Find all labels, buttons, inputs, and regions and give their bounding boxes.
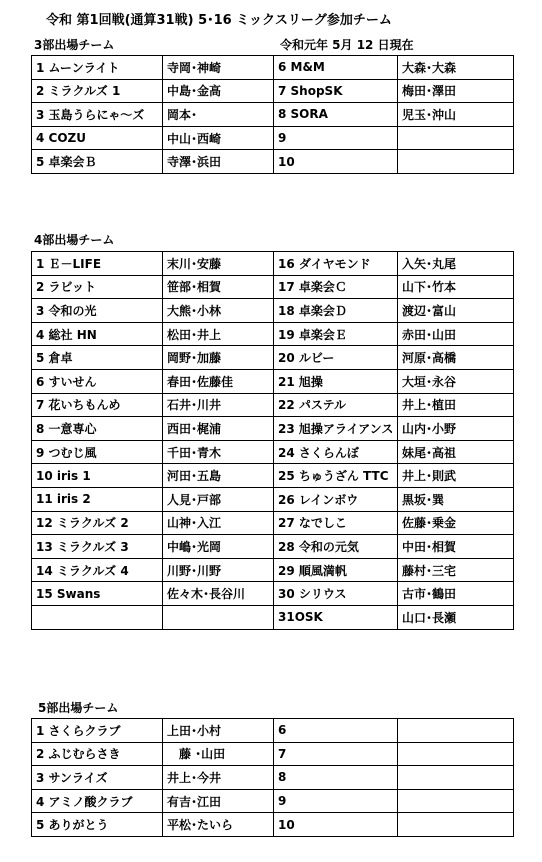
team-name-cell: 5 卓楽会Ｂ bbox=[32, 150, 163, 174]
players-cell: 寺岡･神崎 bbox=[163, 56, 274, 80]
players-cell bbox=[163, 605, 274, 629]
team-name-cell: 3 令和の光 bbox=[32, 299, 163, 323]
players-cell: 平松･たいら bbox=[163, 813, 274, 837]
team-name-cell: 29 順風満帆 bbox=[274, 558, 398, 582]
team-name-cell: 25 ちゅうざん TTC bbox=[274, 464, 398, 488]
players-cell: 河田･五島 bbox=[163, 464, 274, 488]
division3-table bbox=[31, 55, 514, 174]
team-name-cell: 2 ふじむらさき bbox=[32, 742, 163, 766]
players-cell: 井上･植田 bbox=[398, 393, 514, 417]
table-row bbox=[32, 275, 514, 299]
team-name-cell: 11 iris 2 bbox=[32, 487, 163, 511]
team-name-cell: 5 ありがとう bbox=[32, 813, 163, 837]
team-name-cell: 4 COZU bbox=[32, 126, 163, 150]
team-name-cell: 13 ミラクルズ 3 bbox=[32, 535, 163, 559]
table-row bbox=[32, 79, 514, 103]
players-cell: 渡辺･富山 bbox=[398, 299, 514, 323]
players-cell: 梅田･澤田 bbox=[398, 79, 514, 103]
team-name-cell: 12 ミラクルズ 2 bbox=[32, 511, 163, 535]
team-name-cell: 15 Swans bbox=[32, 582, 163, 606]
players-cell bbox=[398, 742, 514, 766]
players-cell: 古市･鶴田 bbox=[398, 582, 514, 606]
division4-table bbox=[31, 251, 514, 630]
page-title: 令和 第1回戦(通算31戦) 5･16 ミックスリーグ参加チーム bbox=[46, 13, 392, 28]
players-cell bbox=[398, 719, 514, 743]
players-cell: 末川･安藤 bbox=[163, 252, 274, 276]
team-name-cell: 9 つむじ風 bbox=[32, 440, 163, 464]
players-cell: 石井･川井 bbox=[163, 393, 274, 417]
players-cell: 大垣･永谷 bbox=[398, 369, 514, 393]
players-cell bbox=[398, 813, 514, 837]
team-name-cell: 9 bbox=[274, 789, 398, 813]
players-cell: 中島･金高 bbox=[163, 79, 274, 103]
division4-label: 4部出場チーム bbox=[34, 233, 115, 247]
table-row bbox=[32, 252, 514, 276]
team-name-cell: 21 旭操 bbox=[274, 369, 398, 393]
players-cell: 黒坂･巽 bbox=[398, 487, 514, 511]
as-of-date: 令和元年 5月 12 日現在 bbox=[280, 38, 414, 52]
players-cell: 入矢･丸尾 bbox=[398, 252, 514, 276]
table-row bbox=[32, 742, 514, 766]
team-name-cell: 27 なでしこ bbox=[274, 511, 398, 535]
table-row bbox=[32, 487, 514, 511]
players-cell: 山神･入江 bbox=[163, 511, 274, 535]
team-name-cell: 2 ラビット bbox=[32, 275, 163, 299]
table-row bbox=[32, 346, 514, 370]
team-name-cell: 28 令和の元気 bbox=[274, 535, 398, 559]
team-name-cell: 7 ShopSK bbox=[274, 79, 398, 103]
table-row bbox=[32, 417, 514, 441]
table-row bbox=[32, 150, 514, 174]
players-cell: 大熊･小林 bbox=[163, 299, 274, 323]
players-cell: 山下･竹本 bbox=[398, 275, 514, 299]
players-cell: 人見･戸部 bbox=[163, 487, 274, 511]
players-cell: 河原･高橋 bbox=[398, 346, 514, 370]
team-name-cell: 4 総社 HN bbox=[32, 322, 163, 346]
division5-label: 5部出場チーム bbox=[38, 701, 119, 715]
team-name-cell: 14 ミラクルズ 4 bbox=[32, 558, 163, 582]
division5-table bbox=[31, 718, 514, 837]
table-row bbox=[32, 393, 514, 417]
team-name-cell: 17 卓楽会Ｃ bbox=[274, 275, 398, 299]
players-cell: 児玉･沖山 bbox=[398, 103, 514, 127]
players-cell: 千田･青木 bbox=[163, 440, 274, 464]
players-cell: 佐藤･乗金 bbox=[398, 511, 514, 535]
team-name-cell: 24 さくらんぼ bbox=[274, 440, 398, 464]
players-cell: 井上･今井 bbox=[163, 766, 274, 790]
players-cell: 有吉･江田 bbox=[163, 789, 274, 813]
team-name-cell: 19 卓楽会Ｅ bbox=[274, 322, 398, 346]
team-name-cell: 1 Ｅ－LIFE bbox=[32, 252, 163, 276]
team-name-cell: 18 卓楽会Ｄ bbox=[274, 299, 398, 323]
table-row bbox=[32, 322, 514, 346]
team-name-cell: 16 ダイヤモンド bbox=[274, 252, 398, 276]
table-row bbox=[32, 789, 514, 813]
table-row bbox=[32, 766, 514, 790]
team-name-cell: 4 アミノ酸クラブ bbox=[32, 789, 163, 813]
team-name-cell: 20 ルビー bbox=[274, 346, 398, 370]
team-name-cell: 5 倉卓 bbox=[32, 346, 163, 370]
players-cell: 上田･小村 bbox=[163, 719, 274, 743]
table-row bbox=[32, 582, 514, 606]
table-row bbox=[32, 440, 514, 464]
team-name-cell: 2 ミラクルズ 1 bbox=[32, 79, 163, 103]
table-row bbox=[32, 126, 514, 150]
players-cell bbox=[398, 126, 514, 150]
team-name-cell: 31OSK bbox=[274, 605, 398, 629]
team-name-cell bbox=[32, 605, 163, 629]
players-cell: 井上･則武 bbox=[398, 464, 514, 488]
team-name-cell: 6 すいせん bbox=[32, 369, 163, 393]
table-row bbox=[32, 56, 514, 80]
table-row bbox=[32, 511, 514, 535]
players-cell: 佐々木･長谷川 bbox=[163, 582, 274, 606]
team-name-cell: 10 iris 1 bbox=[32, 464, 163, 488]
table-row bbox=[32, 299, 514, 323]
players-cell bbox=[398, 766, 514, 790]
players-cell: 山内･小野 bbox=[398, 417, 514, 441]
team-name-cell: 22 パステル bbox=[274, 393, 398, 417]
players-cell: 中田･相賀 bbox=[398, 535, 514, 559]
table-row bbox=[32, 605, 514, 629]
team-name-cell: 30 シリウス bbox=[274, 582, 398, 606]
players-cell: 妹尾･高祖 bbox=[398, 440, 514, 464]
team-name-cell: 7 bbox=[274, 742, 398, 766]
players-cell: 藤村･三宅 bbox=[398, 558, 514, 582]
team-name-cell: 8 一意専心 bbox=[32, 417, 163, 441]
players-cell: 大森･大森 bbox=[398, 56, 514, 80]
players-cell: 川野･川野 bbox=[163, 558, 274, 582]
players-cell: 松田･井上 bbox=[163, 322, 274, 346]
team-name-cell: 6 M&M bbox=[274, 56, 398, 80]
players-cell: 中山･西崎 bbox=[163, 126, 274, 150]
players-cell: 寺澤･浜田 bbox=[163, 150, 274, 174]
team-name-cell: 1 さくらクラブ bbox=[32, 719, 163, 743]
team-name-cell: 3 サンライズ bbox=[32, 766, 163, 790]
players-cell: 山口･長瀬 bbox=[398, 605, 514, 629]
team-name-cell: 8 bbox=[274, 766, 398, 790]
players-cell: 中嶋･光岡 bbox=[163, 535, 274, 559]
players-cell bbox=[398, 150, 514, 174]
team-name-cell: 26 レインボウ bbox=[274, 487, 398, 511]
table-row bbox=[32, 103, 514, 127]
team-name-cell: 10 bbox=[274, 813, 398, 837]
division3-label: 3部出場チーム bbox=[34, 38, 115, 52]
team-name-cell: 8 SORA bbox=[274, 103, 398, 127]
players-cell bbox=[398, 789, 514, 813]
table-row bbox=[32, 719, 514, 743]
players-cell: 赤田･山田 bbox=[398, 322, 514, 346]
team-name-cell: 10 bbox=[274, 150, 398, 174]
players-cell: 春田･佐藤佳 bbox=[163, 369, 274, 393]
team-name-cell: 23 旭操アライアンス bbox=[274, 417, 398, 441]
team-name-cell: 3 玉島うらにゃ～ズ bbox=[32, 103, 163, 127]
table-row bbox=[32, 813, 514, 837]
players-cell: 岡野･加藤 bbox=[163, 346, 274, 370]
team-name-cell: 7 花いちもんめ bbox=[32, 393, 163, 417]
team-name-cell: 6 bbox=[274, 719, 398, 743]
players-cell: 藤 ･山田 bbox=[163, 742, 274, 766]
players-cell: 笹部･相賀 bbox=[163, 275, 274, 299]
players-cell: 岡本･ bbox=[163, 103, 274, 127]
table-row bbox=[32, 535, 514, 559]
table-row bbox=[32, 558, 514, 582]
players-cell: 西田･梶浦 bbox=[163, 417, 274, 441]
team-name-cell: 1 ムーンライト bbox=[32, 56, 163, 80]
table-row bbox=[32, 369, 514, 393]
table-row bbox=[32, 464, 514, 488]
team-name-cell: 9 bbox=[274, 126, 398, 150]
